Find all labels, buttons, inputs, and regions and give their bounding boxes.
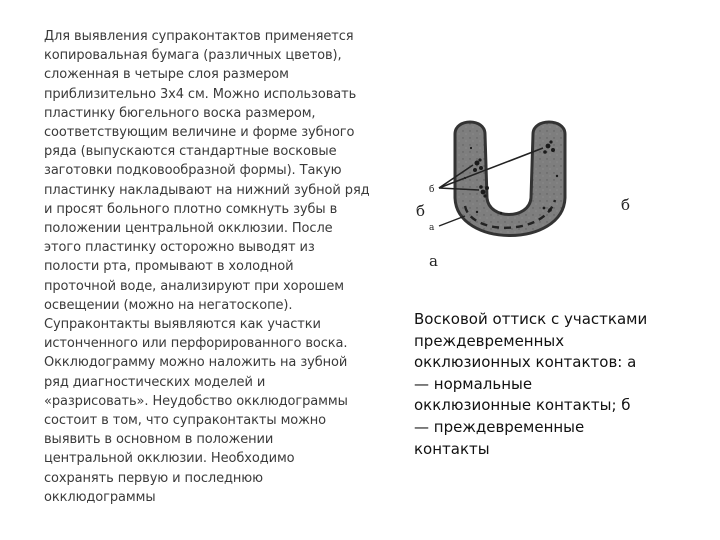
body-line: Супраконтакты выявляются как участки [44, 317, 321, 333]
body-line: освещении (можно на негатоскопе). [44, 297, 293, 313]
body-line: полости рта, промывают в холодной [44, 259, 294, 275]
body-line: и просят больного плотно сомкнуть зубы в [44, 201, 338, 217]
body-line: состоит в том, что супраконтакты можно [44, 413, 327, 429]
label-a: а [429, 252, 438, 270]
body-line: окклюдограммы [44, 489, 156, 505]
body-line: заготовки подковообразной формы). Такую [44, 163, 342, 179]
body-line: пластинку бюгельного воска размером, [44, 105, 316, 121]
body-line: «разрисовать». Неудобство окклюдограммы [44, 393, 348, 409]
body-line: соответствующим величине и форме зубного [44, 125, 355, 141]
label-b-left: б [416, 202, 426, 220]
figure-caption [414, 309, 684, 460]
caption-line: окклюзионных контактов: а [414, 353, 637, 372]
body-line: сохранять первую и последнюю [44, 470, 263, 486]
caption-line: контакты [414, 439, 490, 458]
wax-imprint-illustration [405, 108, 655, 278]
body-line: копировальная бумага (различных цветов), [44, 48, 342, 64]
body-line: пластинку накладывают на нижний зубной ряд [44, 182, 370, 198]
body-line: выявить в основном в положении [44, 432, 274, 448]
body-line: этого пластинку осторожно выводят из [44, 240, 315, 256]
label-b-small: б [429, 185, 435, 195]
caption-line: — преждевременные [414, 417, 585, 436]
body-line: центральной окклюзии. Необходимо [44, 451, 295, 467]
label-a-small: а [429, 223, 435, 233]
caption-line: преждевременных [414, 331, 565, 350]
caption-line: окклюзионные контакты; б [414, 396, 631, 415]
body-line: приблизительно 3х4 см. Можно использовать [44, 86, 357, 102]
body-line: Окклюдограмму можно наложить на зубной [44, 355, 348, 371]
body-line: сложенная в четыре слоя размером [44, 67, 289, 83]
body-line: ряда (выпускаются стандартные восковые [44, 144, 337, 160]
body-line: истонченного или перфорированного воска. [44, 336, 348, 352]
label-a-pointer [439, 216, 465, 226]
label-b-right: б [621, 196, 631, 214]
body-line: ряд диагностических моделей и [44, 374, 266, 390]
wax-imprint-figure [405, 108, 655, 278]
body-line: проточной воде, анализируют при хорошем [44, 278, 344, 294]
caption-line: Восковой оттиск с участками [414, 310, 648, 328]
body-line: положении центральной окклюзии. После [44, 221, 333, 237]
body-line: Для выявления супраконтактов применяется [44, 29, 354, 44]
caption-line: — нормальные [414, 374, 533, 393]
body-paragraph [44, 27, 374, 507]
